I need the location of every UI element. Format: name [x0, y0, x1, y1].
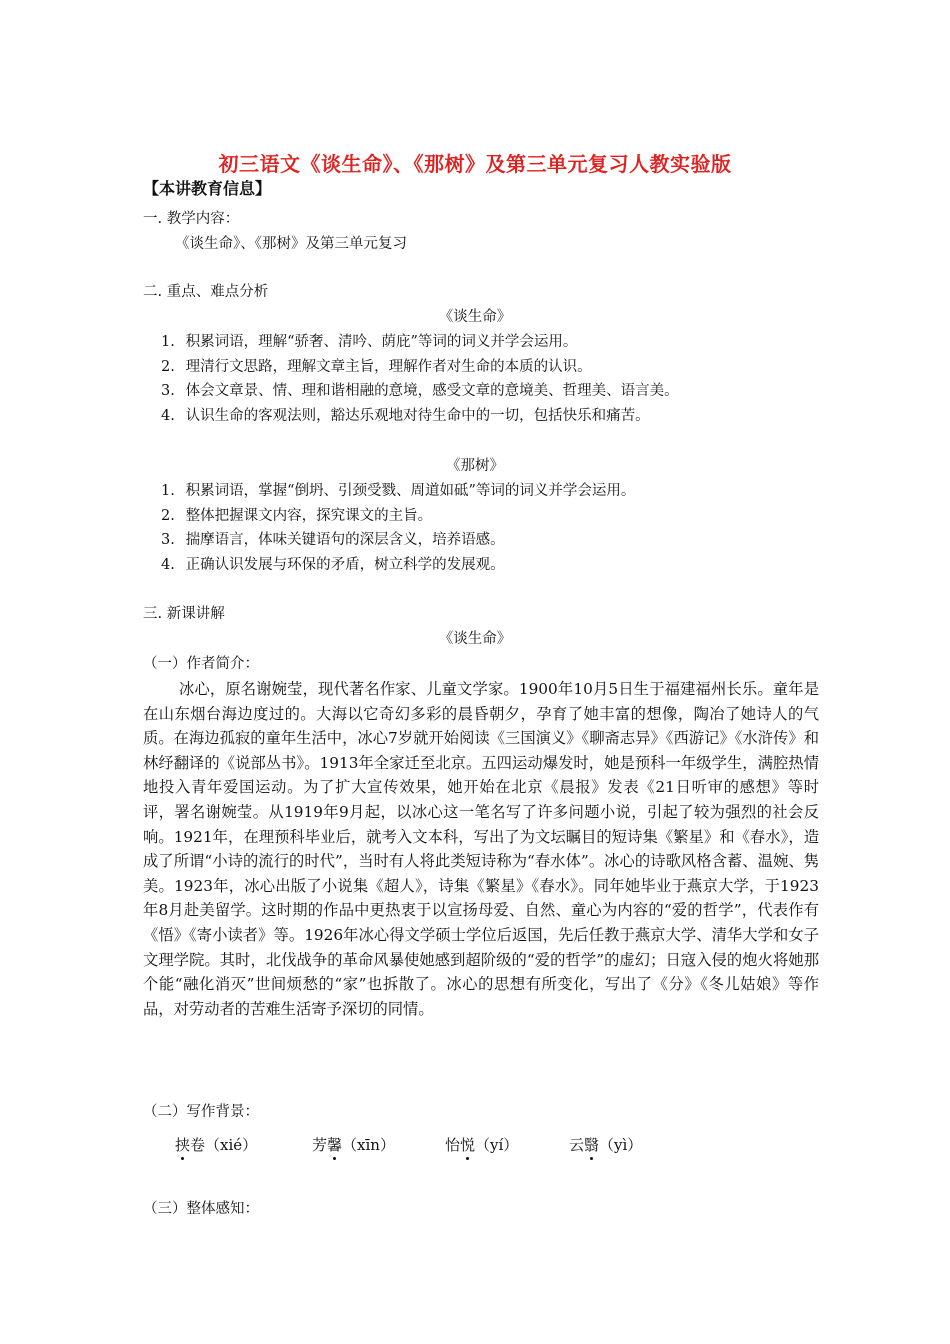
- list-text: 认识生命的客观法则，豁达乐观地对待生命中的一切，包括快乐和痛苦。: [185, 408, 650, 424]
- list-number: 4.: [161, 557, 175, 573]
- dotted-char: 馨: [327, 1136, 343, 1154]
- dotted-char: 悦: [460, 1136, 476, 1154]
- list-text: 揣摩语言，体味关键语句的深层含义，培养语感。: [185, 532, 505, 548]
- pinyin-item: [445, 1134, 518, 1155]
- section3-subtitle: 《谈生命》: [438, 631, 512, 647]
- document-title: 初三语文《谈生命》、《那树》及第三单元复习人教实验版: [218, 152, 732, 176]
- list-item: [161, 528, 505, 549]
- pinyin-pre: 芳: [312, 1136, 328, 1154]
- list-item: [161, 504, 432, 525]
- list-item: [161, 404, 650, 425]
- info-header: 【本讲教育信息】: [143, 179, 272, 198]
- list-item: [161, 553, 505, 574]
- author-bio-text: 冰心，原名谢婉莹，现代著名作家、儿童文学家。1900年10月5日生于福建福州长乐。童年是在山东烟台海边度过的。大海以它奇幻多彩的晨昏朝夕，孕育了她丰富的想像，陶冶了她诗人的气质。在海边孤寂的童年生活中，冰心7岁就开始阅读《三国演义》《聊斋志异》《西游记》《水浒传》和林纾翻译的《说部丛书》。1913年全家迁至北京。五四运动爆发时，她是预科一年级学生，满腔热情地投入青年爱国运动。为了扩大宣传效果，她开始在北京《晨报》发表《21日听审的感想》等时评，署名谢婉莹。从1919年9月起，以冰心这一笔名写了许多问题小说，引起了较为强烈的社会反响。1921年，在理预科毕业后，就考入文本科，写出了为文坛瞩目的短诗集《繁星》和《春水》，造成了所谓“小诗的流行的时代”，当时有人将此类短诗称为“春水体”。冰心的诗歌风格含蓄、温婉、隽美。1923年，冰心出版了小说集《超人》，诗集《繁星》《春水》。同年她毕业于燕京大学，于1923年8月赴美留学。这时期的作品中更热衷于以宣扬母爱、自然、童心为内容的“爱的哲学”，代表作有《悟》《寄小读者》等。1926年冰心得文学硕士学位后返国，先后任教于燕京大学、清华大学和女子文理学院。其时，北伐战争的革命风暴使她感到超阶级的“爱的哲学”的虚幻；日寇入侵的炮火将她那个能“融化消灭”世间烦愁的“家”也拆散了。冰心的思想有所变化，写出了《分》《冬儿姑娘》等作品，对劳动者的苦难生活寄予深切的同情。: [143, 680, 819, 1018]
- list-number: 2.: [161, 359, 175, 375]
- list-number: 3.: [161, 383, 175, 399]
- list-text: 积累词语，理解“骄奢、清吟、荫庇”等词的词义并学会运用。: [185, 334, 578, 350]
- overall-heading: （三）整体感知：: [143, 1201, 259, 1217]
- author-bio: [143, 677, 819, 1021]
- list-item: [161, 379, 679, 400]
- pinyin-rest: （xīn）: [342, 1136, 395, 1154]
- section1-content: 《谈生命》、《那树》及第三单元复习: [175, 236, 407, 252]
- pinyin-rest: 卷（xié）: [190, 1136, 258, 1154]
- list-text: 理清行文思路，理解文章主旨，理解作者对生命的本质的认识。: [185, 359, 592, 375]
- list-text: 体会文章景、情、理和谐相融的意境，感受文章的意境美、哲理美、语言美。: [185, 383, 679, 399]
- list-number: 2.: [161, 508, 175, 524]
- list-number: 1.: [161, 483, 175, 499]
- background-heading: （二）写作背景：: [143, 1104, 259, 1120]
- list-item: [161, 330, 577, 351]
- section3-heading: 三. 新课讲解: [143, 606, 225, 622]
- author-heading: （一）作者简介：: [143, 656, 259, 672]
- subsection-title-tan-shengming: 《谈生命》: [438, 309, 512, 325]
- dotted-char: 挟: [175, 1136, 191, 1154]
- list-item: [161, 479, 635, 500]
- list-text: 正确认识发展与环保的矛盾，树立科学的发展观。: [185, 557, 505, 573]
- pinyin-rest: （yì）: [599, 1136, 643, 1154]
- list-item: [161, 355, 592, 376]
- section1-heading: 一. 教学内容：: [143, 211, 240, 227]
- subsection-title-na-shu: 《那树》: [446, 458, 504, 474]
- pinyin-item: [312, 1134, 395, 1155]
- section2-heading: 二. 重点、难点分析: [143, 284, 269, 300]
- list-number: 4.: [161, 408, 175, 424]
- list-text: 整体把握课文内容，探究课文的主旨。: [185, 508, 433, 524]
- pinyin-item: [175, 1134, 257, 1155]
- pinyin-item: [569, 1134, 642, 1155]
- dotted-char: 翳: [584, 1136, 600, 1154]
- pinyin-pre: 云: [569, 1136, 585, 1154]
- list-number: 1.: [161, 334, 175, 350]
- list-number: 3.: [161, 532, 175, 548]
- pinyin-pre: 怡: [445, 1136, 461, 1154]
- list-text: 积累词语，掌握“倒坍、引颈受戮、周道如砥”等词的词义并学会运用。: [185, 483, 636, 499]
- pinyin-rest: （yí）: [475, 1136, 519, 1154]
